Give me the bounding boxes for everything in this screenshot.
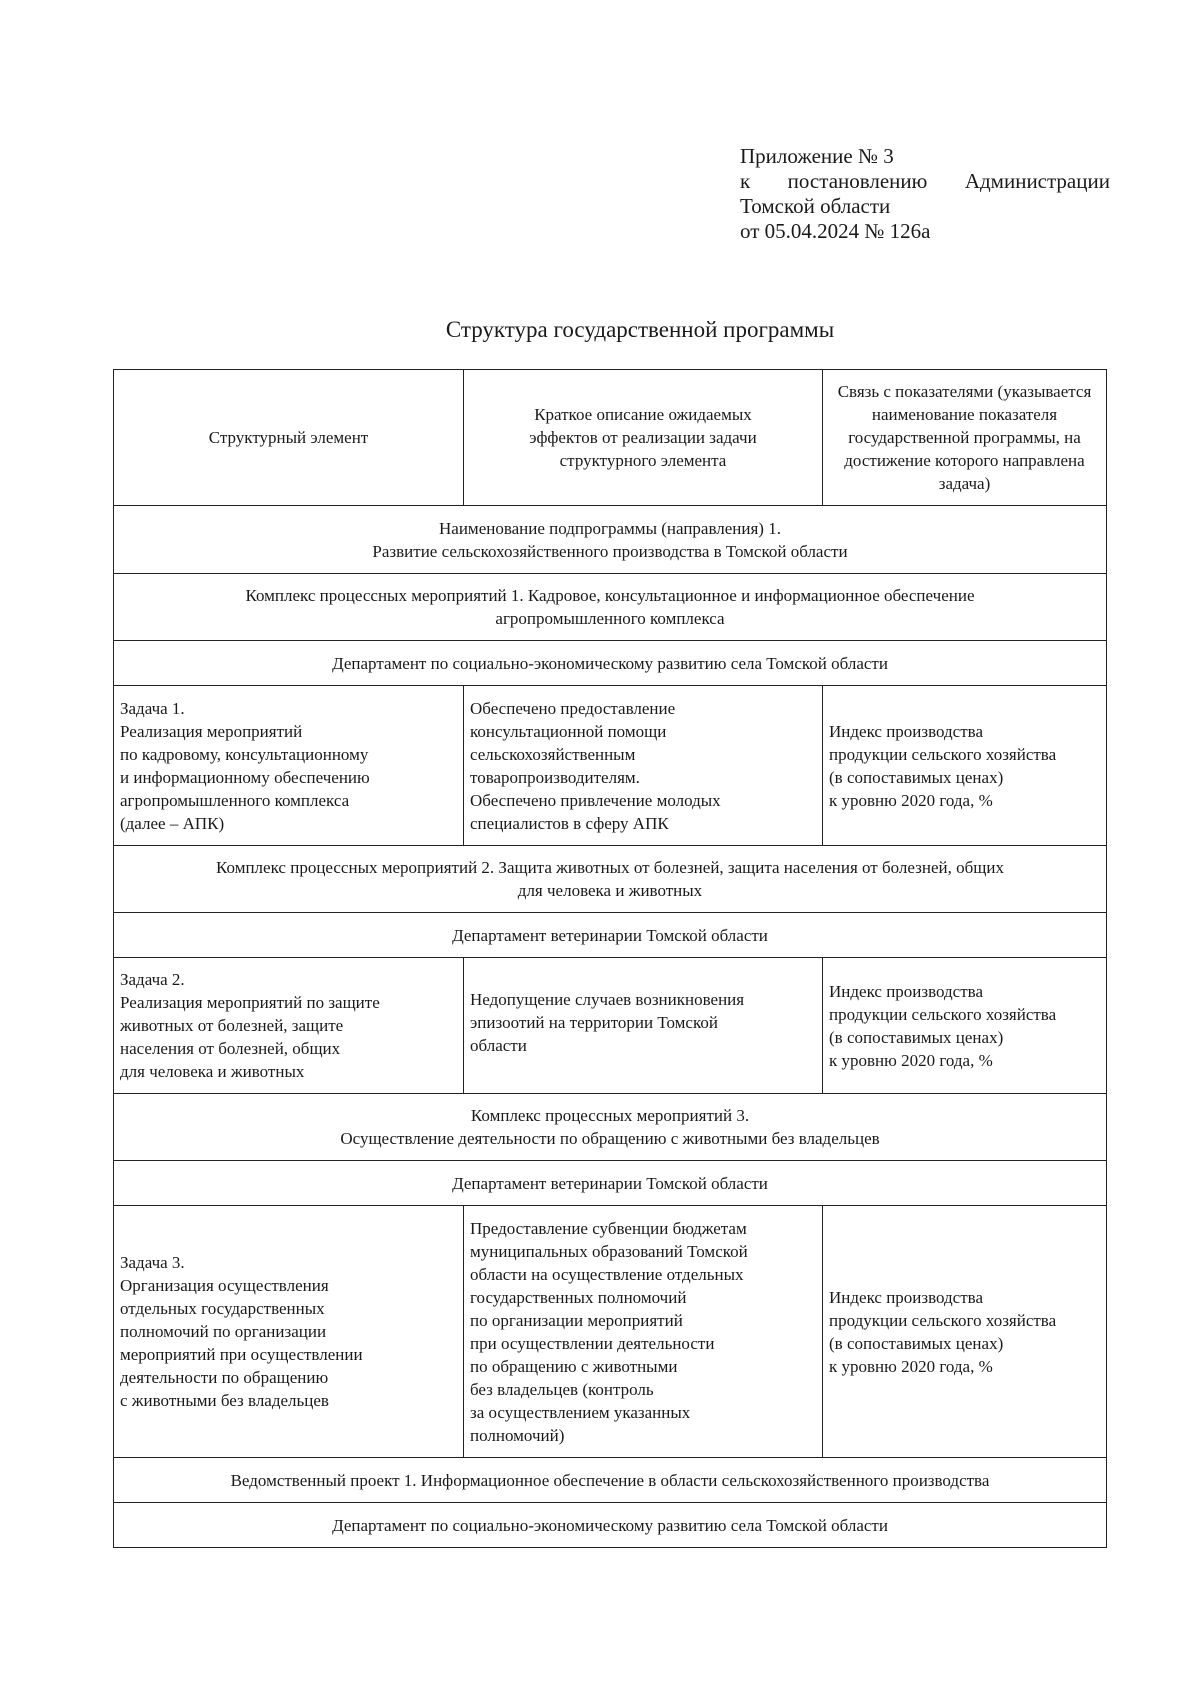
task-2-number: Задача 2. [120, 970, 185, 989]
subprogram-row [114, 506, 1107, 574]
complex-3-title: Комплекс процессных мероприятий 3. [470, 1106, 750, 1125]
task-3-number: Задача 3. [120, 1253, 185, 1272]
task-3-indicator-line: (в сопоставимых ценах) [829, 1333, 1004, 1353]
task-3-effect [464, 1206, 823, 1458]
task-2-effect [464, 958, 823, 1094]
task-row [114, 958, 1107, 1094]
task-1-element [114, 686, 464, 846]
document-title: Структура государственной программы [445, 317, 835, 342]
task-3-indicator-line: Индекс производства [829, 1287, 984, 1307]
task-1-effect-line: товаропроизводителям. [470, 767, 640, 787]
project-1-title: Ведомственный проект 1. Информационное обеспечение в области сельскохозяйственного производства [114, 1458, 1107, 1503]
task-1-line: Реализация мероприятий [120, 721, 303, 741]
complex-2-department: Департамент ветеринарии Томской области [114, 913, 1107, 958]
task-3-effect-line: без владельцев (контроль [470, 1379, 654, 1399]
task-3-effect-line: области на осуществление отдельных [470, 1264, 744, 1284]
task-1-effect-line: Обеспечено предоставление [470, 698, 676, 718]
task-3-effect-line: полномочий) [470, 1425, 565, 1445]
complex-row [114, 846, 1107, 913]
task-1-effect-line: сельскохозяйственным [470, 744, 636, 764]
task-3-effect-line: Предоставление субвенции бюджетам [470, 1218, 747, 1238]
task-row [114, 1206, 1107, 1458]
attachment-resolution-line [740, 169, 1110, 194]
task-3-effect-line: по обращению с животными [470, 1356, 678, 1376]
task-2-indicator [823, 958, 1107, 1094]
header-expected-effects: Краткое описание ожидаемых эффектов от реализации задачи структурного элемента [464, 370, 823, 506]
task-3-effect-line: при осуществлении деятельности [470, 1333, 715, 1353]
task-2-indicator-line: к уровню 2020 года, % [829, 1050, 993, 1070]
complex-3-title-cont: Осуществление деятельности по обращению с животными без владельцев [340, 1129, 880, 1148]
task-1-effect-line: консультационной помощи [470, 721, 667, 741]
complex-2-title: Комплекс процессных мероприятий 2. Защита животных от болезней, защита населения от болезней, общих [216, 858, 1004, 877]
task-3-indicator [823, 1206, 1107, 1458]
task-1-number: Задача 1. [120, 698, 185, 718]
task-3-effect-line: муниципальных образований Томской [470, 1241, 748, 1261]
task-1-effect [464, 686, 823, 846]
task-2-line: Реализация мероприятий по защите [120, 993, 380, 1012]
task-3-line: деятельности по обращению [120, 1368, 329, 1387]
attachment-date-number: от 05.04.2024 № 126а [740, 219, 931, 243]
task-1-indicator-line: (в сопоставимых ценах) [829, 767, 1004, 787]
program-structure-table [113, 369, 1107, 1548]
department-row [114, 641, 1107, 686]
task-1-line: агропромышленного комплекса [120, 790, 350, 810]
task-1-line: (далее – АПК) [120, 813, 225, 833]
complex-3-department: Департамент ветеринарии Томской области [114, 1161, 1107, 1206]
complex-1-cell [114, 574, 1107, 641]
task-2-effect-line: эпизоотий на территории Томской [470, 1013, 718, 1032]
task-3-effect-line: по организации мероприятий [470, 1310, 683, 1330]
task-3-element [114, 1206, 464, 1458]
subprogram-label: Наименование подпрограммы (направления) 1. [439, 518, 781, 538]
task-1-effect-line: Обеспечено привлечение молодых [470, 790, 721, 810]
task-2-effect-line: области [470, 1036, 527, 1055]
department-row [114, 1503, 1107, 1548]
task-3-line: полномочий по организации [120, 1322, 327, 1341]
table-header-row [114, 370, 1107, 506]
task-2-line: для человека и животных [120, 1062, 305, 1081]
task-2-line: животных от болезней, защите [120, 1016, 344, 1035]
subprogram-cell [114, 506, 1107, 574]
complex-1-title-cont: агропромышленного комплекса [495, 609, 725, 628]
attachment-header [740, 144, 1110, 244]
task-2-element [114, 958, 464, 1094]
complex-row [114, 574, 1107, 641]
task-row [114, 686, 1107, 846]
complex-2-title-cont: для человека и животных [517, 881, 703, 900]
task-1-indicator-line: к уровню 2020 года, % [829, 790, 993, 810]
task-3-line: с животными без владельцев [120, 1391, 329, 1410]
task-2-indicator-line: Индекс производства [829, 981, 984, 1001]
task-1-indicator-line: продукции сельского хозяйства [829, 744, 1057, 764]
task-3-effect-line: государственных полномочий [470, 1287, 687, 1307]
task-3-indicator-line: продукции сельского хозяйства [829, 1310, 1057, 1330]
task-2-indicator-line: (в сопоставимых ценах) [829, 1027, 1004, 1047]
task-3-effect-line: за осуществлением указанных [470, 1402, 691, 1422]
task-2-effect-line: Недопущение случаев возникновения [470, 990, 745, 1009]
attachment-word: постановлению [787, 169, 928, 193]
subprogram-name: Развитие сельскохозяйственного производства в Томской области [372, 541, 848, 561]
attachment-word: Администрации [964, 169, 1110, 193]
department-row [114, 1161, 1107, 1206]
attachment-number: Приложение № 3 [740, 144, 894, 168]
attachment-region: Томской области [740, 194, 891, 218]
attachment-word: к [740, 169, 751, 193]
task-2-line: населения от болезней, общих [120, 1039, 341, 1058]
task-3-line: Организация осуществления [120, 1276, 329, 1295]
project-1-department: Департамент по социально-экономическому развитию села Томской области [114, 1503, 1107, 1548]
task-3-line: отдельных государственных [120, 1299, 325, 1318]
task-1-line: по кадровому, консультационному [120, 744, 369, 764]
task-3-line: мероприятий при осуществлении [120, 1345, 363, 1364]
complex-2-cell [114, 846, 1107, 913]
task-2-indicator-line: продукции сельского хозяйства [829, 1004, 1057, 1024]
department-row [114, 913, 1107, 958]
complex-1-department: Департамент по социально-экономическому развитию села Томской области [114, 641, 1107, 686]
project-row [114, 1458, 1107, 1503]
task-1-effect-line: специалистов в сферу АПК [470, 813, 669, 833]
complex-row [114, 1094, 1107, 1161]
header-indicator-link: Связь с показателями (указывается наименование показателя государственной программы, на достижение которого направлена задача) [823, 370, 1107, 506]
task-1-line: и информационному обеспечению [120, 767, 370, 787]
complex-3-cell [114, 1094, 1107, 1161]
task-1-indicator-line: Индекс производства [829, 721, 984, 741]
header-structural-element: Структурный элемент [114, 370, 464, 506]
task-1-indicator [823, 686, 1107, 846]
complex-1-title: Комплекс процессных мероприятий 1. Кадровое, консультационное и информационное обеспечение [245, 586, 975, 605]
task-3-indicator-line: к уровню 2020 года, % [829, 1356, 993, 1376]
